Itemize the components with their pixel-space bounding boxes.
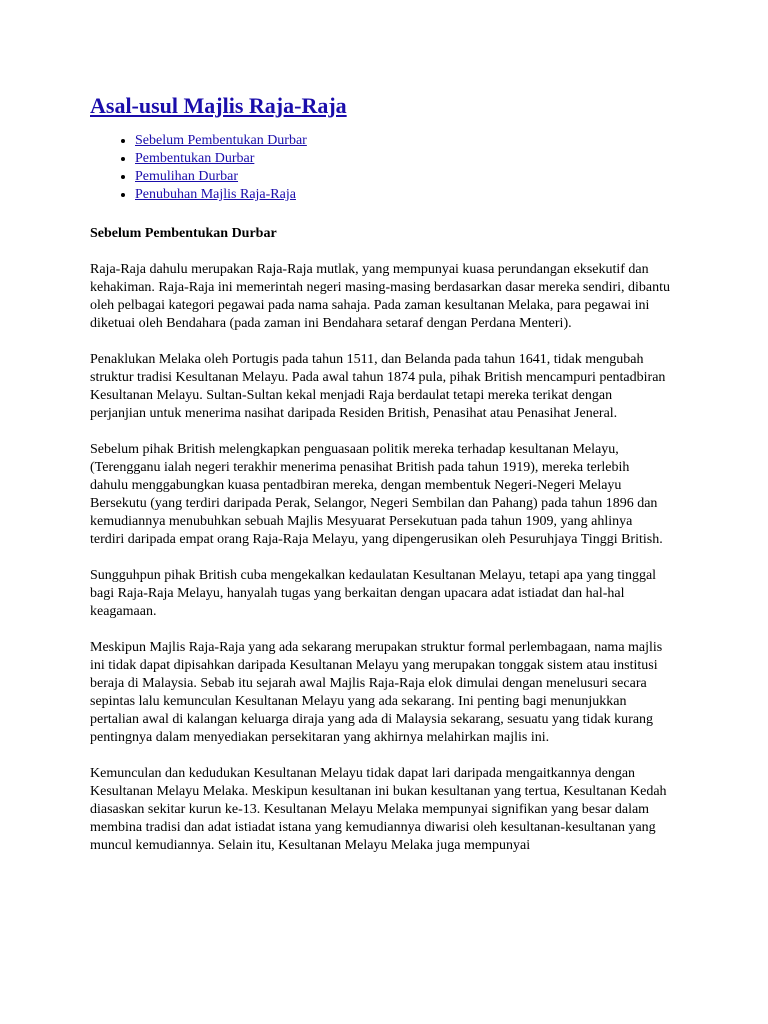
toc-item: [135, 168, 670, 186]
body-paragraph: Sebelum pihak British melengkapkan penguasaan politik mereka terhadap kesultanan Melayu, (Terengganu ialah negeri terakhir menerima penasihat British pada tahun 1919), mereka terlebih dahulu menggabungkan kuasa pentadbiran mereka, dengan membentuk Negeri-Negeri Melayu Bersekutu (yang terdiri daripada Perak, Selangor, Negeri Sembilan dan Pahang) pada tahun 1896 dan kemudiannya menubuhkan sebuah Majlis Mesyuarat Persekutuan pada tahun 1909, yang ahlinya terdiri daripada empat orang Raja-Raja Melayu, yang dipengerusikan oleh Pesuruhjaya Tinggi British.: [90, 442, 663, 547]
title-link[interactable]: Asal-usul Majlis Raja-Raja: [90, 93, 347, 118]
toc-item: [135, 186, 670, 204]
body-paragraph: Kemunculan dan kedudukan Kesultanan Melayu tidak dapat lari daripada mengaitkannya dengan Kesultanan Melayu Melaka. Meskipun kesultanan ini bukan kesultanan yang tertua, Kesultanan Kedah diasaskan sekitar kurun ke-13. Kesultanan Melayu Melaka mempunyai signifikan yang besar dalam membina tradisi dan adat istiadat istana yang kemudiannya diwarisi oleh kesultanan-kesultanan yang muncul kemudiannya. Selain itu, Kesultanan Melayu Melaka juga mempunyai: [90, 766, 667, 853]
page-title: [90, 90, 670, 122]
section-heading: Sebelum Pembentukan Durbar: [90, 226, 277, 241]
toc-item: [135, 132, 670, 150]
toc-link-pemulihan-durbar[interactable]: Pemulihan Durbar: [135, 169, 239, 184]
table-of-contents: [90, 132, 670, 204]
toc-link-sebelum-pembentukan-durbar[interactable]: Sebelum Pembentukan Durbar: [135, 133, 307, 148]
toc-link-penubuhan-majlis-raja-raja[interactable]: Penubuhan Majlis Raja-Raja: [135, 187, 296, 202]
document-page: [90, 90, 670, 855]
toc-item: [135, 150, 670, 168]
body-paragraph: Raja-Raja dahulu merupakan Raja-Raja mutlak, yang mempunyai kuasa perundangan eksekutif dan kehakiman. Raja-Raja ini memerintah negeri masing-masing berdasarkan dasar mereka sendiri, dibantu oleh pelbagai kategori pegawai pada nama sahaja. Pada zaman kesultanan Melaka, para pegawai ini diketuai oleh Bendahara (pada zaman ini Bendahara setaraf dengan Perdana Menteri).: [90, 262, 671, 331]
body-paragraph: Penaklukan Melaka oleh Portugis pada tahun 1511, dan Belanda pada tahun 1641, tidak mengubah struktur tradisi Kesultanan Melayu. Pada awal tahun 1874 pula, pihak British mencampuri pentadbiran Kesultanan Melayu. Sultan-Sultan kekal menjadi Raja berdaulat tetapi mereka terikat dengan perjanjian untuk menerima nasihat daripada Residen British, Penasihat atau Penasihat Jeneral.: [90, 352, 666, 421]
body-paragraph: Sungguhpun pihak British cuba mengekalkan kedaulatan Kesultanan Melayu, tetapi apa yang tinggal bagi Raja-Raja Melayu, hanyalah tugas yang berkaitan dengan upacara adat istiadat dan hal-hal keagamaan.: [90, 568, 657, 619]
toc-link-pembentukan-durbar[interactable]: Pembentukan Durbar: [135, 151, 255, 166]
body-paragraph: Meskipun Majlis Raja-Raja yang ada sekarang merupakan struktur formal perlembagaan, nama majlis ini tidak dapat dipisahkan daripada Kesultanan Melayu yang merupakan tonggak sistem atau institusi beraja di Malaysia. Sebab itu sejarah awal Majlis Raja-Raja elok dimulai dengan menelusuri secara sepintas lalu kemunculan Kesultanan Melayu yang ada sekarang. Ini penting bagi menunjukkan pertalian awal di kalangan keluarga diraja yang ada di Malaysia sekarang, sesuatu yang tidak kurang pentingnya dalam menyediakan persekitaran yang akhirnya melahirkan majlis ini.: [90, 640, 663, 745]
